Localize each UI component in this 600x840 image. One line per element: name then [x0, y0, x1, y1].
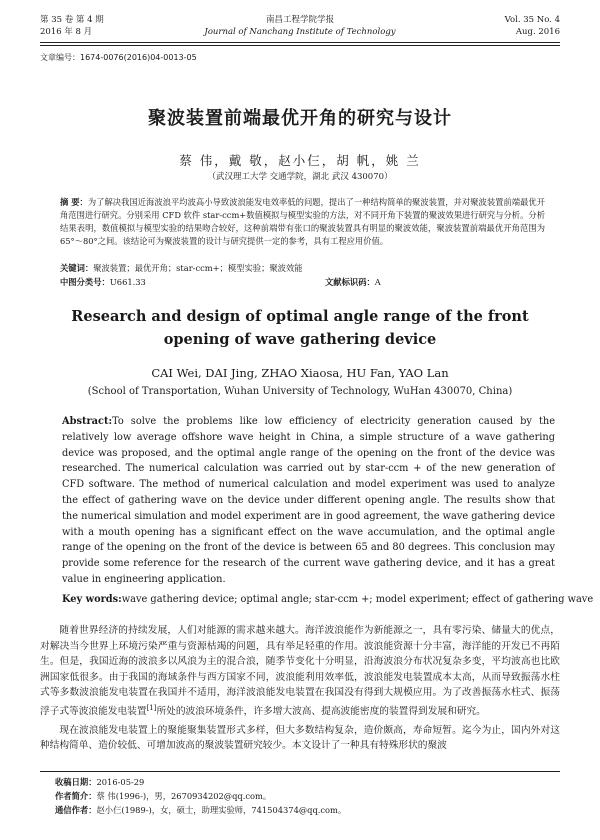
document-code [325, 276, 381, 288]
abstract-chinese [60, 196, 545, 248]
footnote-text: 2016-05-29 [96, 777, 145, 787]
article-number: 文章编号：1674-0076(2016)04-0013-05 [40, 53, 197, 62]
header-volume-en: Vol. 35 No. 4 [504, 15, 560, 25]
affiliation-chinese: （武汉理工大学 交通学院，湖北 武汉 430070） [207, 172, 393, 182]
header-issue-en [505, 14, 560, 38]
classification-line [60, 276, 545, 288]
header-rule [40, 42, 560, 43]
abstract-english-text: To solve the problems like low efficiency of electricity generation caused by the relatively low average offshore wave height in China, a simple structure of a wave gathering device was proposed, and the optimal angle range of the opening on the front of the device was researched. The numerical calculation was carried out by star-ccm + of the new generation of CFD software. The method of numerical calculation and model experiment was used to analyze the effect of gathering wave on the device under different opening angle. The results show that the numerical simulation and model experiment are in good agreement, the wave gathering device with a mouth opening has a significant effect on the wave accumulation, and the optimal angle range of the opening on the front of the device is between 65 and 80 degrees. This conclusion may provide some reference for the research of the current wave gathering device, and it has a great value in engineering application. [62, 416, 556, 585]
affiliation-english: (School of Transportation, Wuhan University of Technology, WuHan 430070, China) [87, 386, 513, 397]
footnote-received [55, 776, 560, 788]
body-paragraph-1-tail: 所处的波浪环境条件，许多增大波高、提高波能密度的装置得到发展和研究。 [156, 706, 486, 718]
title-chinese: 聚波装置前端最优开角的研究与设计 [148, 108, 452, 129]
footnote-author [55, 790, 560, 802]
authors-chinese: 蔡 伟，戴 敬，赵小仨，胡 帆，姚 兰 [179, 153, 421, 168]
footnote-text: 赵小仨(1989-)，女，硕士，助理实验师，741504374@qq.com。 [96, 805, 347, 815]
header-date: 2016 年 8 月 [40, 27, 93, 37]
keywords-chinese-label: 关键词： [60, 263, 94, 273]
title-english: Research and design of optimal angle range of the front opening of wave gathering device [71, 308, 529, 348]
header-journal-en: Journal of Nanchang Institute of Technology [204, 27, 396, 37]
body-paragraph-2: 现在波浪能发电装置上的聚能聚集装置形式多样，但大多数结构复杂，造价颇高，寿命短暂。迄今为止，国内外对这种结构简单、造价较低、可增加波高的聚波装置研究较少。本文设计了一种具有特殊形状的聚波 [40, 724, 560, 752]
authors-english: CAI Wei, DAI Jing, ZHAO Xiaosa, HU Fan, YAO Lan [151, 366, 449, 380]
citation-ref: [1] [146, 703, 157, 712]
footnote-rule [40, 771, 560, 772]
footnote-corresponding [55, 804, 560, 816]
body-text [40, 623, 560, 754]
abstract-chinese-label: 摘 要： [60, 197, 88, 207]
header-volume: 第 35 卷 第 4 期 [40, 15, 104, 25]
clc-code: U661.33 [109, 277, 146, 287]
footnote-label: 通信作者： [55, 805, 97, 815]
header-journal-cn: 南昌工程学院学报 [265, 15, 334, 25]
footnote-text: 蔡 伟(1996-)，男，2670934202@qq.com。 [96, 791, 272, 801]
header-rule-thin [40, 45, 560, 46]
header-journal [40, 14, 560, 38]
footnote-label: 收稿日期： [55, 777, 97, 787]
keywords-english [62, 594, 594, 605]
body-paragraph [40, 623, 560, 720]
body-paragraph-1: 随着世界经济的持续发展，人们对能源的需求越来越大。海洋波浪能作为新能源之一，具有零污染、储量大的优点，对解决当今世界上环境污染严重与资源枯竭的问题，具有举足轻重的作用。波浪能资源十分丰富，海洋能的开发已不再陌生。但是，我国近海的波浪多以风浪为主的混合浪，随季节变化十分明显，沿海波浪分布状况复杂多变，平均波高也比欧洲国家低很多。由于我国的海域条件与西方国家不同，波浪能利用效率低，波浪能发电装置成本太高，从而导致振荡水柱式等多数波浪能发电装置在我国并不适用，海洋波浪能发电装置在我国没有得到大规模应用。为了改善振荡水柱式、振荡浮子式等波浪能发电装置 [40, 625, 560, 718]
keywords-chinese-text: 聚波装置；最优开角；star-ccm+；模型实验；聚波效能 [93, 263, 303, 273]
abstract-chinese-text: 为了解决我国近海波浪平均波高小导致波浪能发电效率低的问题，提出了一种结构简单的聚波装置，并对聚波装置前端最优开角范围进行研究。分别采用 CFD 软件 star-ccm+数值模拟与模型实验的方法，对不同开角下装置的聚波效果进行研究与分析。分析结果表明，数值模拟与模型实验的结果吻合较好，这种前端带有张口的聚波装置具有明显的聚波效能，聚波装置前端最优开角范围为 65°～80°之间。该结论可为聚波装置的设计与研究提供一定的参考，具有工程应用价值。 [60, 197, 545, 246]
keywords-chinese [60, 262, 545, 275]
body-paragraph [40, 723, 560, 754]
keywords-english-text: wave gathering device; optimal angle; star-ccm +; model experiment; effect of gathering wave [121, 594, 594, 605]
abstract-english-label: Abstract: [62, 416, 113, 427]
document-code-label: 文献标识码： [325, 277, 375, 287]
running-header [40, 14, 560, 42]
clc-label: 中图分类号： [60, 277, 110, 287]
keywords-english-label: Key words: [62, 594, 122, 605]
header-date-en: Aug. 2016 [515, 27, 560, 37]
footnote-label: 作者简介： [55, 791, 97, 801]
document-code-value: A [374, 277, 381, 287]
abstract-english [62, 414, 555, 588]
